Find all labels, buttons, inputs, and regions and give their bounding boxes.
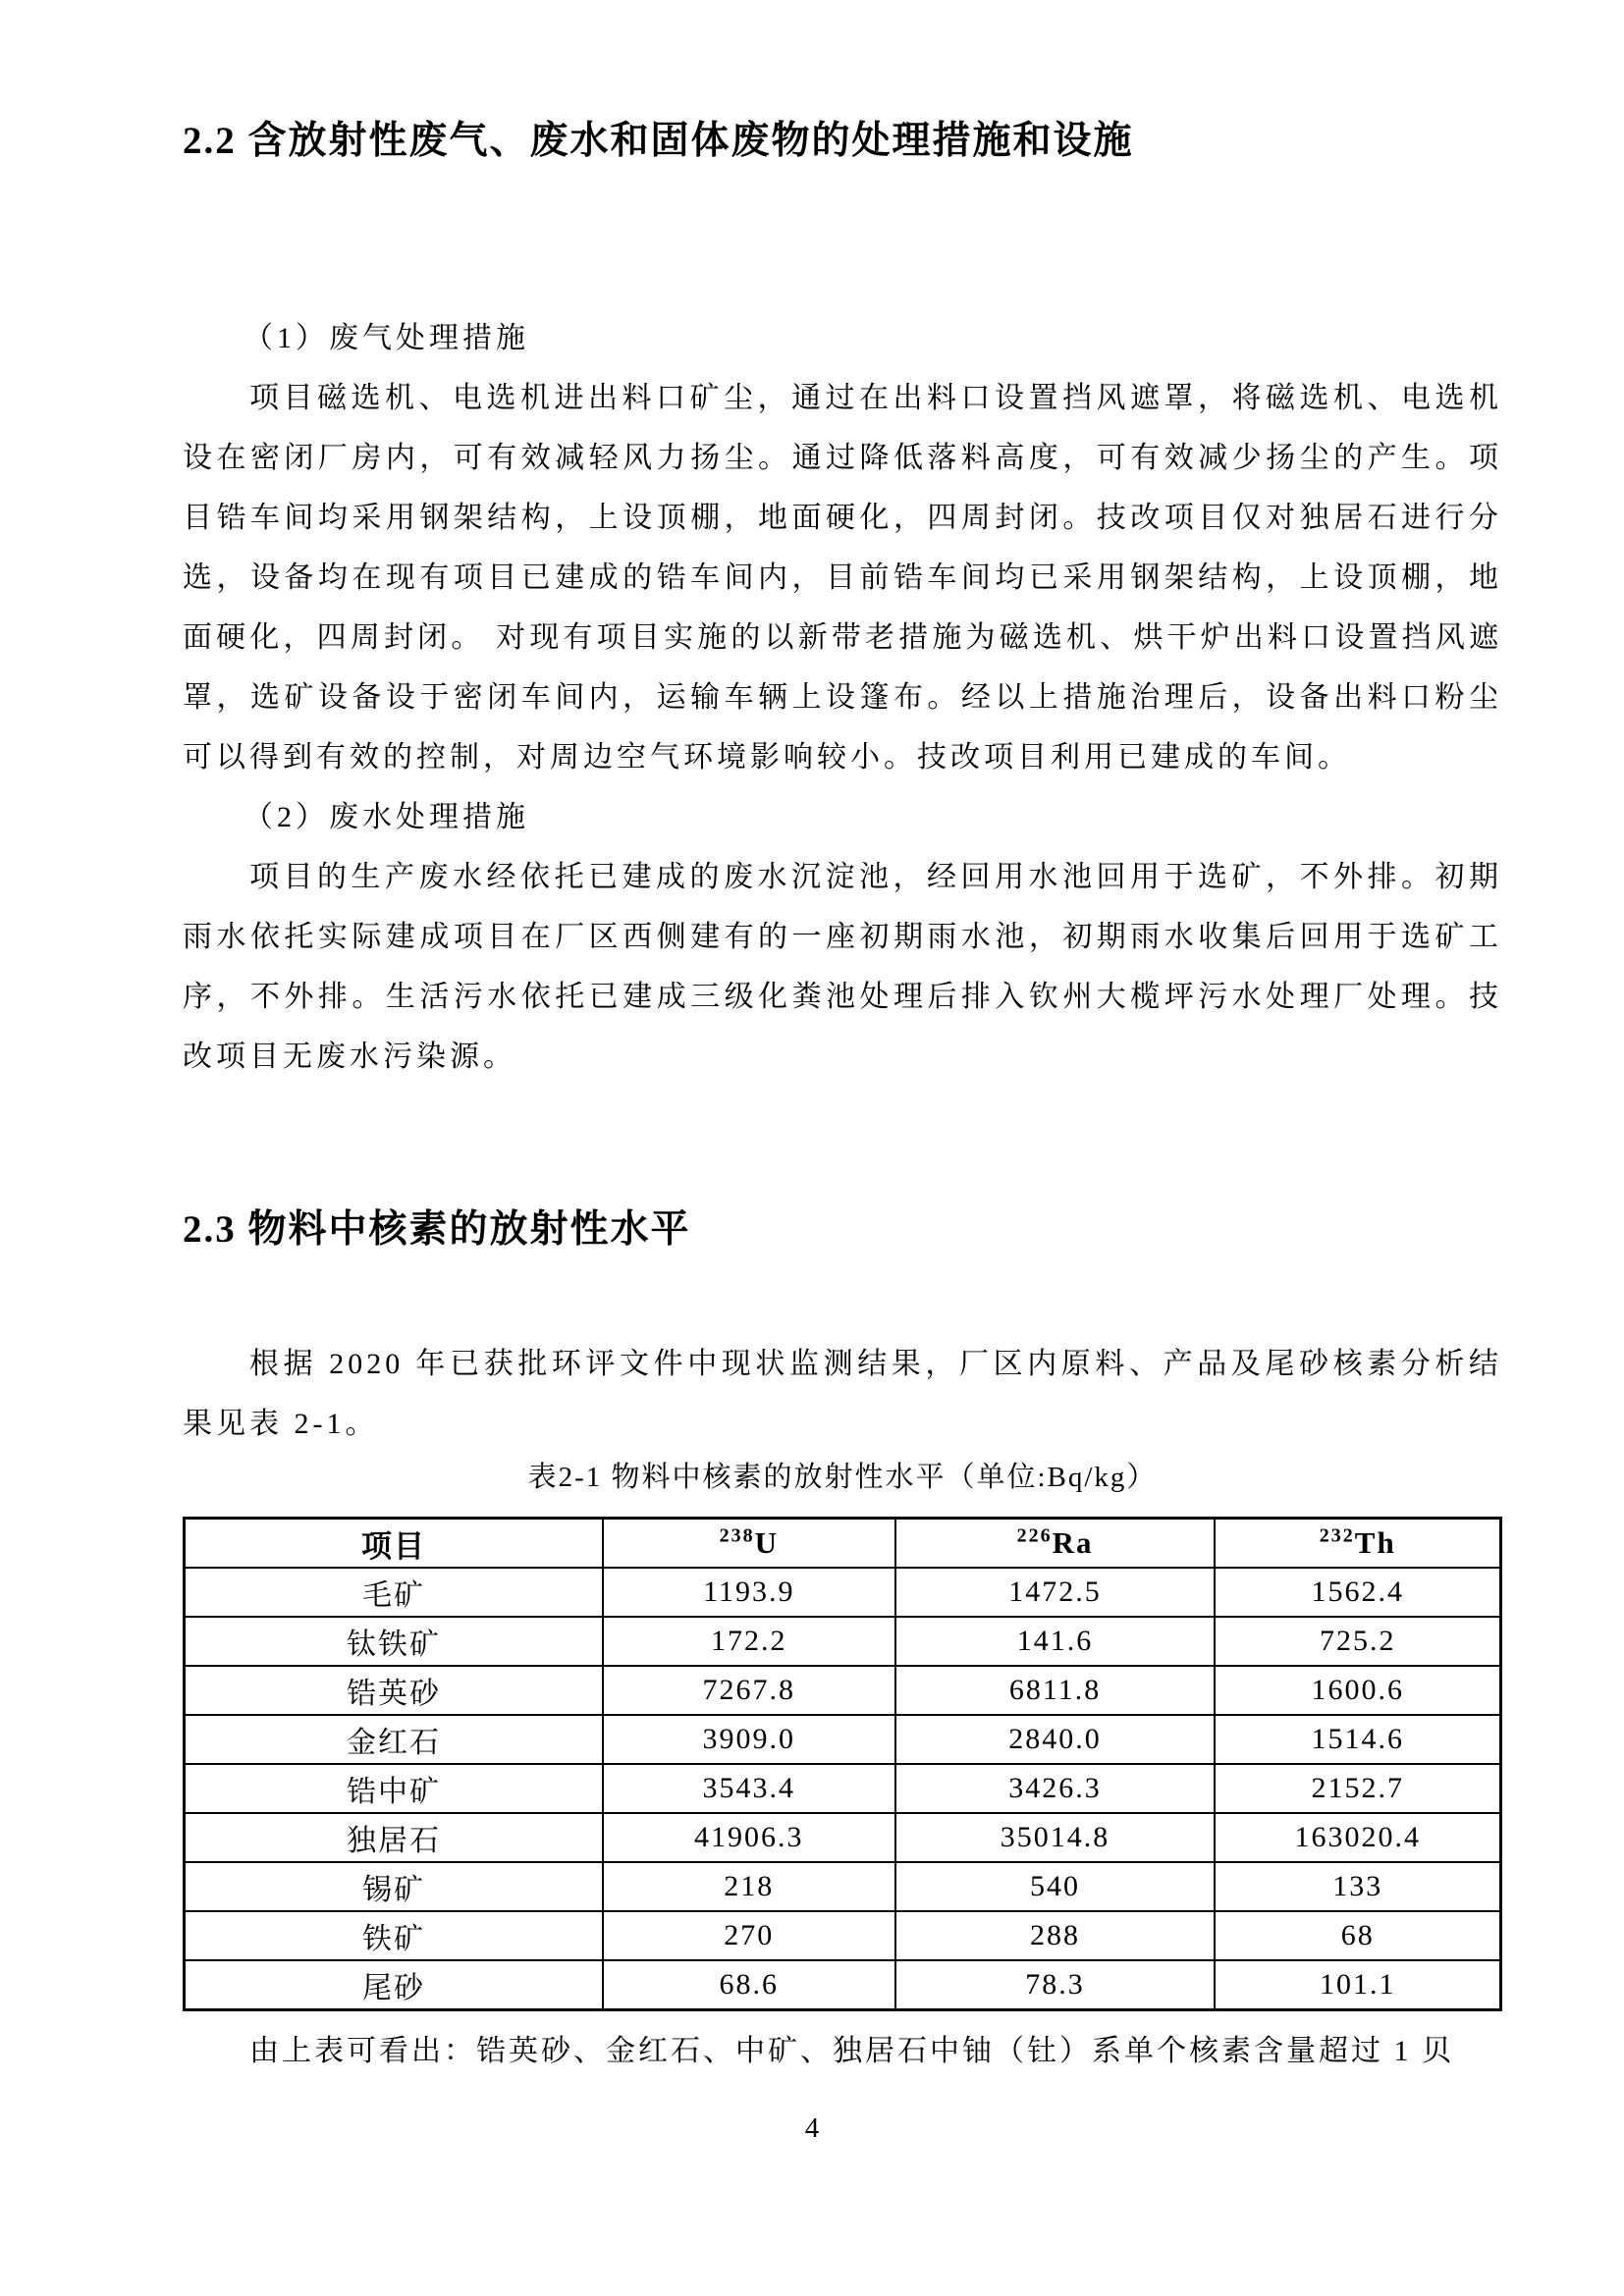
table-item-cell: 锆中矿 bbox=[185, 1764, 603, 1813]
section-2-3-heading: 2.3 物料中核素的放射性水平 bbox=[183, 1208, 691, 1251]
table-header-row bbox=[185, 1519, 1501, 1569]
table-value-cell: 1600.6 bbox=[1215, 1666, 1500, 1715]
table-item-cell: 铁矿 bbox=[185, 1911, 603, 1960]
table-value-cell: 288 bbox=[895, 1911, 1216, 1960]
waste-gas-subheading: （1）废气处理措施 bbox=[244, 322, 529, 354]
section-2-2-heading: 2.2 含放射性废气、废水和固体废物的处理措施和设施 bbox=[183, 120, 1134, 162]
table-value-cell: 3426.3 bbox=[895, 1764, 1216, 1813]
table-item-cell: 锡矿 bbox=[185, 1862, 603, 1911]
table-row bbox=[185, 1568, 1501, 1617]
table-item-cell: 毛矿 bbox=[185, 1568, 603, 1617]
table-value-cell: 270 bbox=[603, 1911, 895, 1960]
table-value-cell: 3909.0 bbox=[603, 1715, 895, 1764]
table-item-cell: 锆英砂 bbox=[185, 1666, 603, 1715]
table-header-cell: $^{238}$U bbox=[603, 1519, 895, 1569]
table-row bbox=[185, 1617, 1501, 1666]
page-content bbox=[183, 0, 1502, 2081]
table-value-cell: 7267.8 bbox=[603, 1666, 895, 1715]
table-row bbox=[185, 1764, 1501, 1813]
waste-gas-paragraph: 项目磁选机、电选机进出料口矿尘，通过在出料口设置挡风遮罩，将磁选机、电选机设在密闭厂房内，可有效减轻风力扬尘。通过降低落料高度，可有效减少扬尘的产生。项目锆车间均采用钢架结构，上设顶棚，地面硬化，四周封闭。技改项目仅对独居石进行分选，设备均在现有项目已建成的锆车间内，目前锆车间均已采用钢架结构，上设顶棚，地面硬化，四周封闭。 对现有项目实施的以新带老措施为磁选机、烘干炉出料口设置挡风遮罩，选矿设备设于密闭车间内，运输车辆上设篷布。经以上措施治理后，设备出料口粉尘可以得到有效的控制，对周边空气环境影响较小。技改项目利用已建成的车间。 bbox=[183, 382, 1502, 774]
table-value-cell: 1193.9 bbox=[603, 1568, 895, 1617]
table-value-cell: 133 bbox=[1215, 1862, 1500, 1911]
nuclide-radioactivity-table bbox=[183, 1517, 1502, 2011]
table-row bbox=[185, 1862, 1501, 1911]
table-value-cell: 2152.7 bbox=[1215, 1764, 1500, 1813]
table-value-cell: 172.2 bbox=[603, 1617, 895, 1666]
table-value-cell: 1472.5 bbox=[895, 1568, 1216, 1617]
table-row bbox=[185, 1960, 1501, 2010]
table-value-cell: 1514.6 bbox=[1215, 1715, 1500, 1764]
table-row bbox=[185, 1666, 1501, 1715]
table-value-cell: 68.6 bbox=[603, 1960, 895, 2010]
table-head bbox=[185, 1519, 1501, 1569]
table-value-cell: 3543.4 bbox=[603, 1764, 895, 1813]
table-row bbox=[185, 1715, 1501, 1764]
table-row bbox=[185, 1813, 1501, 1862]
table-value-cell: 2840.0 bbox=[895, 1715, 1216, 1764]
table-value-cell: 725.2 bbox=[1215, 1617, 1500, 1666]
table-item-cell: 尾砂 bbox=[185, 1960, 603, 2010]
waste-water-paragraph: 项目的生产废水经依托已建成的废水沉淀池，经回用水池回用于选矿，不外排。初期雨水依托实际建成项目在厂区西侧建有的一座初期雨水池，初期雨水收集后回用于选矿工序，不外排。生活污水依托已建成三级化粪池处理后排入钦州大榄坪污水处理厂处理。技改项目无废水污染源。 bbox=[183, 861, 1502, 1073]
table-value-cell: 35014.8 bbox=[895, 1813, 1216, 1862]
table-value-cell: 41906.3 bbox=[603, 1813, 895, 1862]
table-value-cell: 141.6 bbox=[895, 1617, 1216, 1666]
radioactivity-intro-paragraph: 根据 2020 年已获批环评文件中现状监测结果，厂区内原料、产品及尾砂核素分析结果见表 2-1。 bbox=[183, 1348, 1502, 1440]
table-value-cell: 1562.4 bbox=[1215, 1568, 1500, 1617]
table-body bbox=[185, 1568, 1501, 2010]
table-item-cell: 钛铁矿 bbox=[185, 1617, 603, 1666]
table-value-cell: 68 bbox=[1215, 1911, 1500, 1960]
table-header-cell: $^{226}$Ra bbox=[895, 1519, 1216, 1569]
table-conclusion-note: 由上表可看出：锆英砂、金红石、中矿、独居石中铀（钍）系单个核素含量超过 1 贝 bbox=[249, 2035, 1454, 2067]
waste-water-subheading: （2）废水处理措施 bbox=[244, 801, 529, 833]
table-row bbox=[185, 1911, 1501, 1960]
table-value-cell: 6811.8 bbox=[895, 1666, 1216, 1715]
table-item-cell: 独居石 bbox=[185, 1813, 603, 1862]
table-value-cell: 163020.4 bbox=[1215, 1813, 1500, 1862]
table-value-cell: 101.1 bbox=[1215, 1960, 1500, 2010]
table-item-cell: 金红石 bbox=[185, 1715, 603, 1764]
table-header-cell: $^{232}$Th bbox=[1215, 1519, 1500, 1569]
table-value-cell: 540 bbox=[895, 1862, 1216, 1911]
table-caption: 表2-1 物料中核素的放射性水平（单位:Bq/kg） bbox=[527, 1462, 1158, 1493]
table-value-cell: 218 bbox=[603, 1862, 895, 1911]
page-number: 4 bbox=[804, 2112, 820, 2144]
table-value-cell: 78.3 bbox=[895, 1960, 1216, 2010]
table-header-cell: 项目 bbox=[185, 1519, 603, 1569]
